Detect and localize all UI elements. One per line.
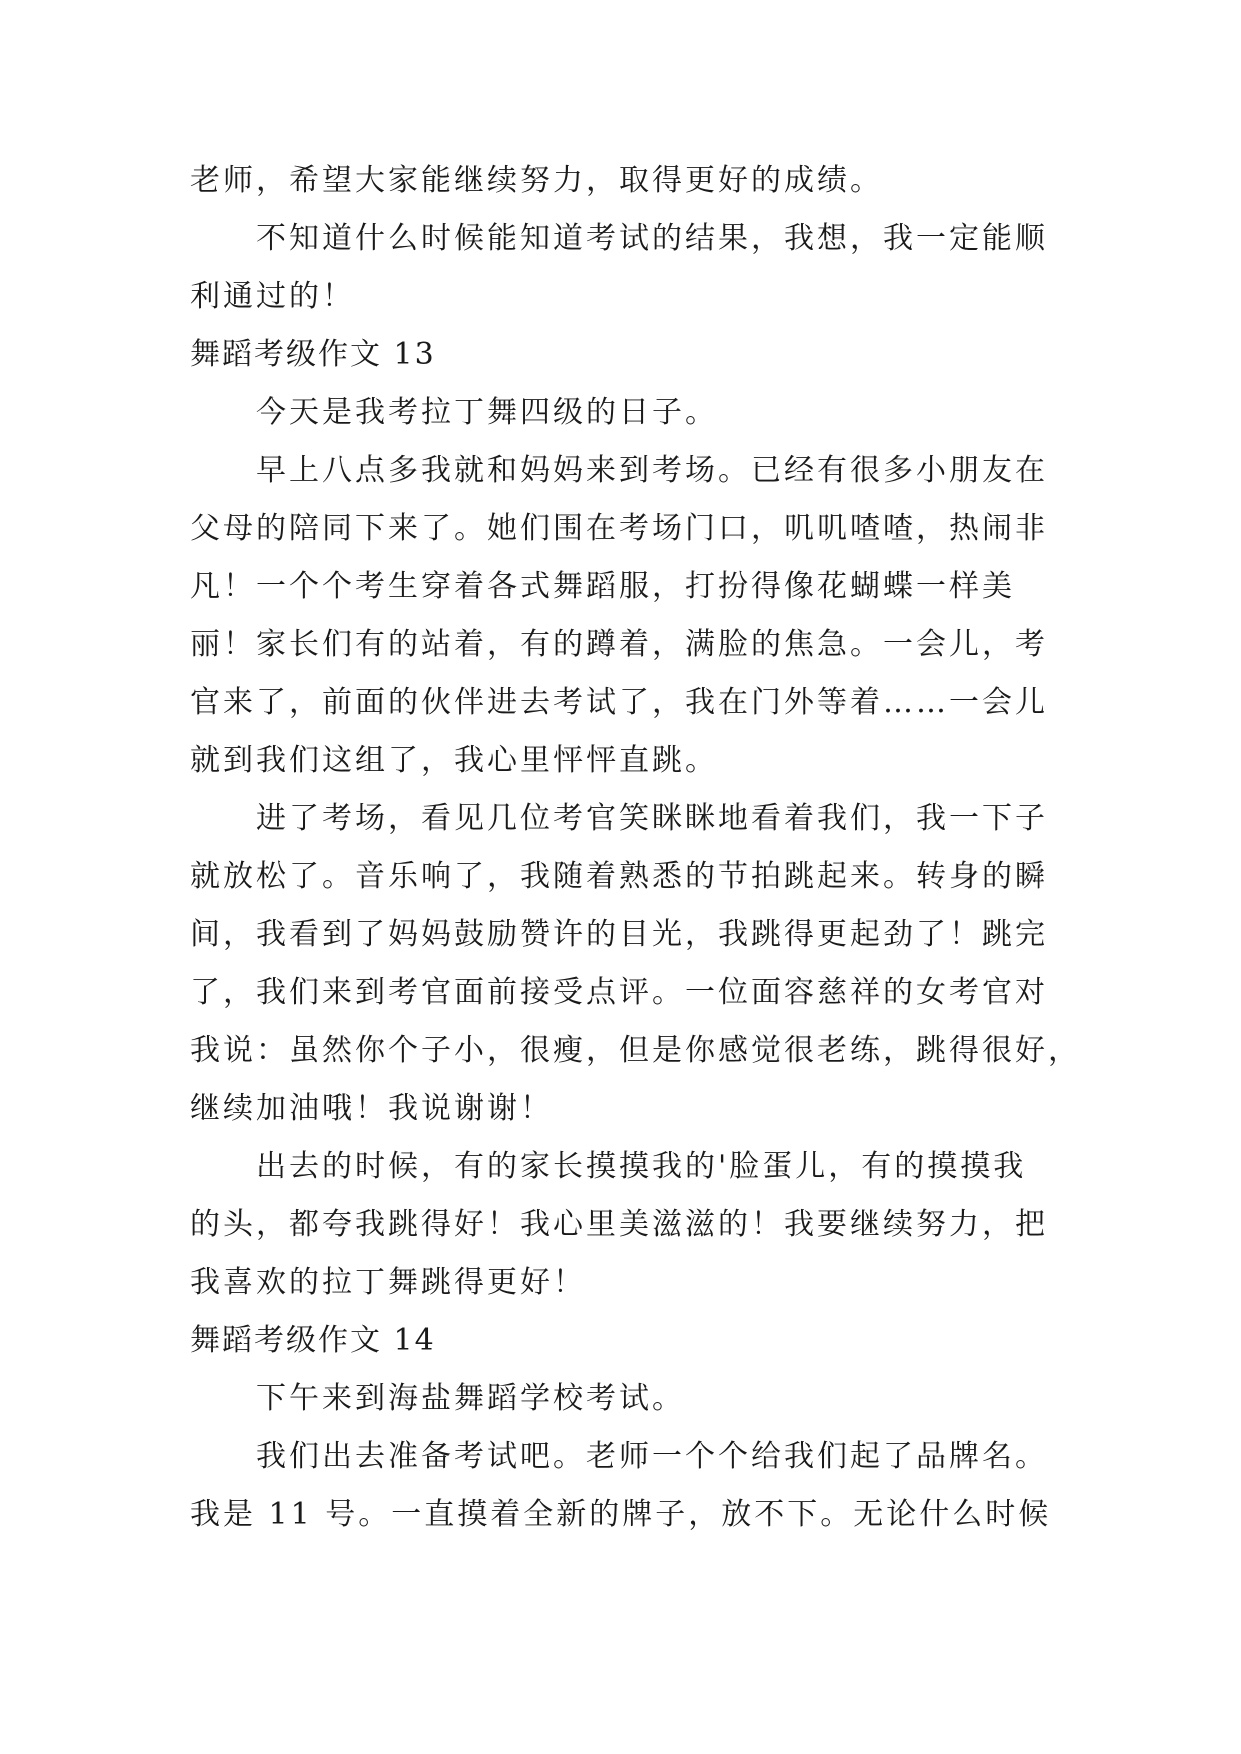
text-line: 利通过的！ xyxy=(190,279,355,314)
text-line: 间，我看到了妈妈鼓励赞许的目光，我跳得更起劲了！跳完 xyxy=(190,917,1048,952)
text-line: 下午来到海盐舞蹈学校考试。 xyxy=(256,1381,685,1416)
document-body xyxy=(190,152,1090,1544)
text-line: 父母的陪同下来了。她们围在考场门口，叽叽喳喳，热闹非 xyxy=(190,511,1048,546)
text-line: 进了考场，看见几位考官笑眯眯地看着我们，我一下子 xyxy=(256,801,1048,836)
text-line: 继续加油哦！我说谢谢！ xyxy=(190,1091,553,1126)
text-line: 凡！一个个考生穿着各式舞蹈服，打扮得像花蝴蝶一样美 xyxy=(190,569,1015,604)
section-heading: 舞蹈考级作文 14 xyxy=(190,1323,436,1358)
text-line: 出去的时候，有的家长摸摸我的'脸蛋儿，有的摸摸我 xyxy=(256,1149,1027,1184)
text-line: 就到我们这组了，我心里怦怦直跳。 xyxy=(190,743,718,778)
text-line: 不知道什么时候能知道考试的结果，我想，我一定能顺 xyxy=(256,221,1048,256)
text-line: 我是 11 号。一直摸着全新的牌子，放不下。无论什么时候 xyxy=(190,1497,1052,1532)
text-line: 早上八点多我就和妈妈来到考场。已经有很多小朋友在 xyxy=(256,453,1048,488)
text-line: 我说：虽然你个子小，很瘦，但是你感觉很老练，跳得很好， xyxy=(190,1033,1081,1068)
text-line: 丽！家长们有的站着，有的蹲着，满脸的焦急。一会儿，考 xyxy=(190,627,1048,662)
text-line: 我们出去准备考试吧。老师一个个给我们起了品牌名。 xyxy=(256,1439,1048,1474)
text-line: 就放松了。音乐响了，我随着熟悉的节拍跳起来。转身的瞬 xyxy=(190,859,1048,894)
text-line: 的头，都夸我跳得好！我心里美滋滋的！我要继续努力，把 xyxy=(190,1207,1048,1242)
text-line: 我喜欢的拉丁舞跳得更好！ xyxy=(190,1265,586,1300)
text-line: 了，我们来到考官面前接受点评。一位面容慈祥的女考官对 xyxy=(190,975,1048,1010)
text-line: 官来了，前面的伙伴进去考试了，我在门外等着……一会儿 xyxy=(190,685,1048,720)
section-heading: 舞蹈考级作文 13 xyxy=(190,337,436,372)
text-line: 老师，希望大家能继续努力，取得更好的成绩。 xyxy=(190,163,883,198)
text-line: 今天是我考拉丁舞四级的日子。 xyxy=(256,395,718,430)
